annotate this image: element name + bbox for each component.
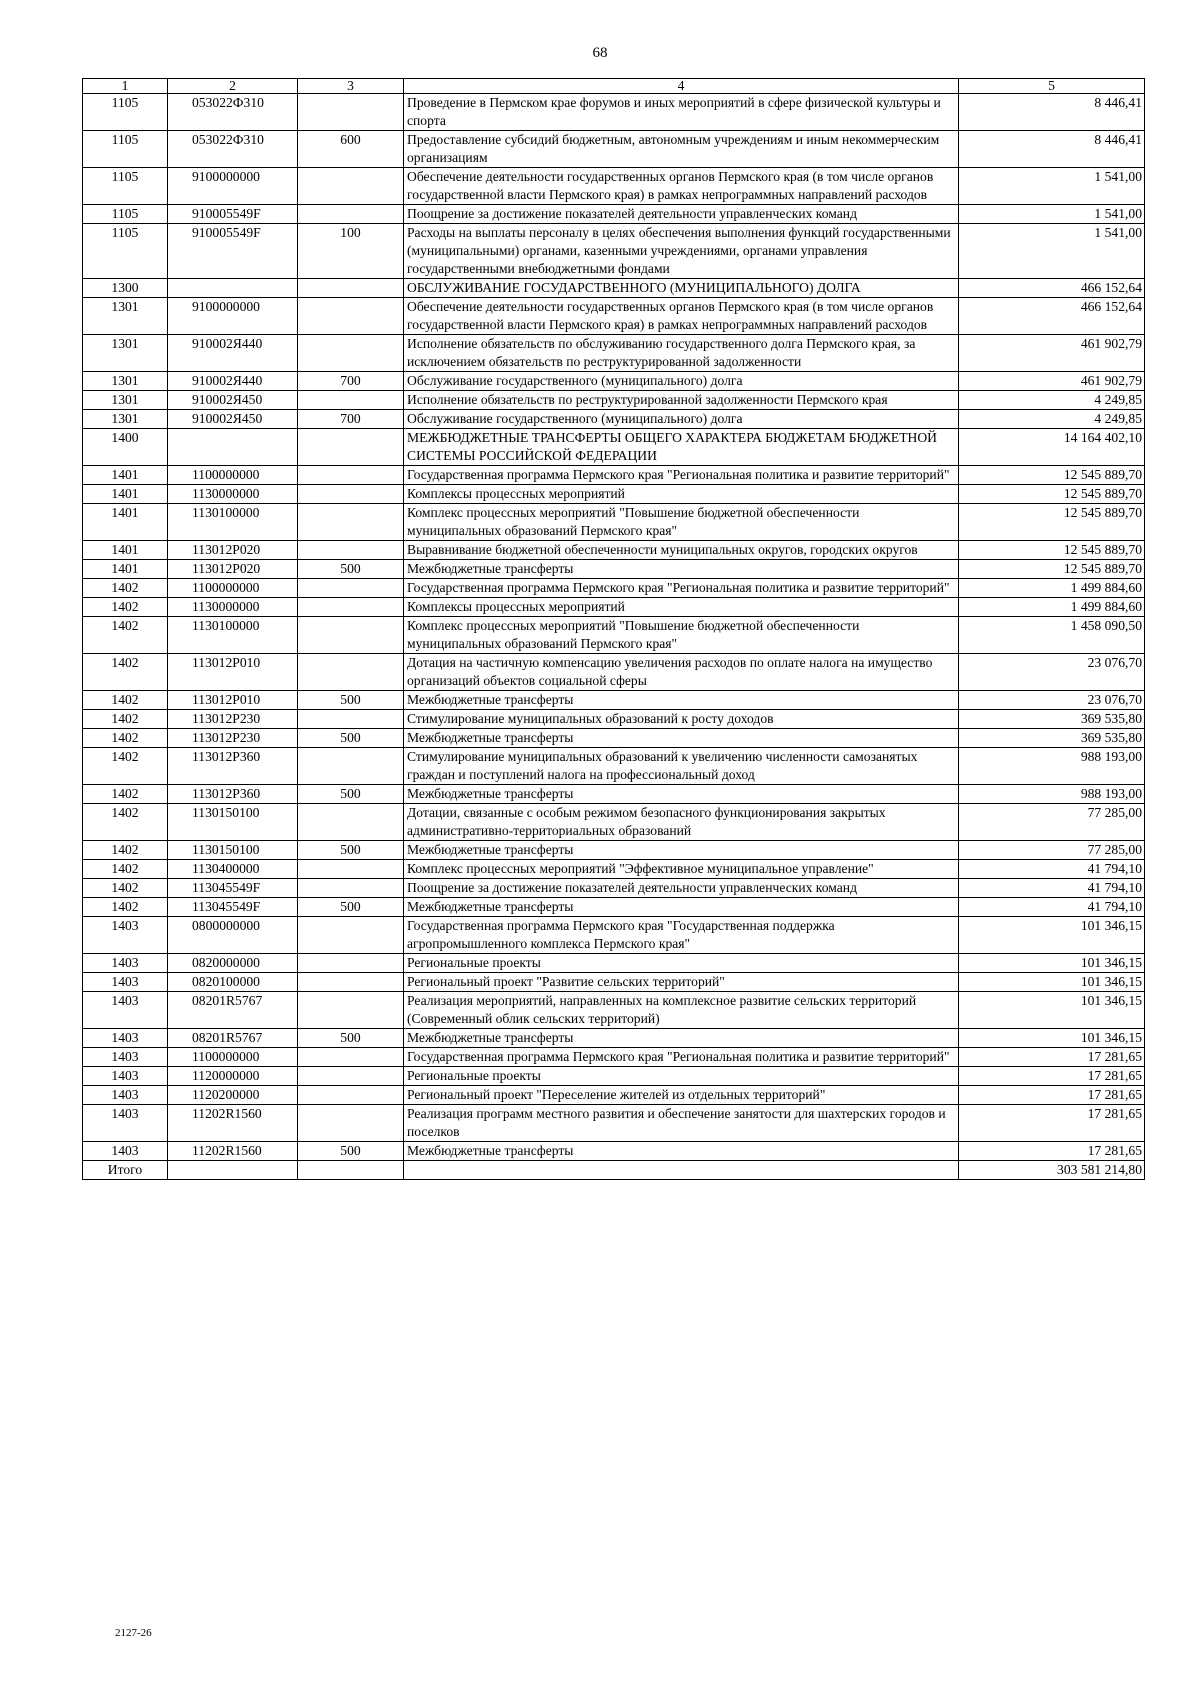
amount-cell: 23 076,70 — [959, 654, 1145, 691]
table-row — [83, 729, 1145, 748]
table-row — [83, 279, 1145, 298]
column-header: 4 — [404, 79, 959, 94]
expense-type-cell — [298, 1067, 404, 1086]
amount-cell: 461 902,79 — [959, 335, 1145, 372]
expense-type-cell — [298, 1105, 404, 1142]
amount-cell: 77 285,00 — [959, 841, 1145, 860]
table-row — [83, 1067, 1145, 1086]
table-row — [83, 1029, 1145, 1048]
table-row — [83, 224, 1145, 279]
table-row — [83, 654, 1145, 691]
target-article-cell: 910002Я440 — [168, 335, 298, 372]
target-article-cell: 113012Р230 — [168, 729, 298, 748]
table-row — [83, 372, 1145, 391]
table-row — [83, 992, 1145, 1029]
amount-cell: 41 794,10 — [959, 879, 1145, 898]
amount-cell: 12 545 889,70 — [959, 541, 1145, 560]
table-row — [83, 785, 1145, 804]
description-cell: Стимулирование муниципальных образований к увеличению численности самозанятых граждан и поступлений налога на профессиональный доход — [404, 748, 959, 785]
expense-type-cell — [298, 429, 404, 466]
expense-type-cell — [298, 579, 404, 598]
column-header: 5 — [959, 79, 1145, 94]
section-code-cell: 1300 — [83, 279, 168, 298]
table-row — [83, 1142, 1145, 1161]
target-article-cell: 910002Я440 — [168, 372, 298, 391]
section-code-cell: 1403 — [83, 973, 168, 992]
expense-type-cell — [298, 954, 404, 973]
expense-type-cell — [298, 804, 404, 841]
description-cell: Проведение в Пермском крае форумов и иных мероприятий в сфере физической культуры и спорта — [404, 94, 959, 131]
section-code-cell: 1105 — [83, 168, 168, 205]
section-code-cell: 1402 — [83, 804, 168, 841]
table-row — [83, 860, 1145, 879]
target-article-cell: 053022Ф310 — [168, 131, 298, 168]
target-article-cell: 113045549F — [168, 898, 298, 917]
amount-cell: 12 545 889,70 — [959, 560, 1145, 579]
description-cell: Региональные проекты — [404, 1067, 959, 1086]
amount-cell: 1 541,00 — [959, 224, 1145, 279]
target-article-cell: 0800000000 — [168, 917, 298, 954]
section-code-cell: 1105 — [83, 94, 168, 131]
section-code-cell: 1403 — [83, 917, 168, 954]
amount-cell: 466 152,64 — [959, 279, 1145, 298]
amount-cell: 988 193,00 — [959, 748, 1145, 785]
table-row — [83, 879, 1145, 898]
section-code-cell: 1301 — [83, 335, 168, 372]
description-cell: Поощрение за достижение показателей деятельности управленческих команд — [404, 879, 959, 898]
description-cell: Региональный проект "Переселение жителей из отдельных территорий" — [404, 1086, 959, 1105]
description-cell: ОБСЛУЖИВАНИЕ ГОСУДАРСТВЕННОГО (МУНИЦИПАЛЬНОГО) ДОЛГА — [404, 279, 959, 298]
section-code-cell: 1402 — [83, 691, 168, 710]
target-article-cell: 1100000000 — [168, 466, 298, 485]
expense-type-cell: 600 — [298, 131, 404, 168]
description-cell: Выравнивание бюджетной обеспеченности муниципальных округов, городских округов — [404, 541, 959, 560]
section-code-cell: 1403 — [83, 992, 168, 1029]
amount-cell: 369 535,80 — [959, 729, 1145, 748]
target-article-cell: 113012Р010 — [168, 691, 298, 710]
expense-type-cell — [298, 1048, 404, 1067]
section-code-cell: 1402 — [83, 617, 168, 654]
table-row — [83, 710, 1145, 729]
amount-cell: 303 581 214,80 — [959, 1161, 1145, 1180]
table-row — [83, 391, 1145, 410]
target-article-cell: 9100000000 — [168, 298, 298, 335]
amount-cell: 17 281,65 — [959, 1142, 1145, 1161]
section-code-cell: 1105 — [83, 131, 168, 168]
section-code-cell: 1105 — [83, 205, 168, 224]
table-row — [83, 466, 1145, 485]
target-article-cell: 1130000000 — [168, 485, 298, 504]
table-row — [83, 691, 1145, 710]
expense-type-cell — [298, 598, 404, 617]
expense-type-cell: 500 — [298, 1142, 404, 1161]
table-row — [83, 298, 1145, 335]
section-code-cell: 1400 — [83, 429, 168, 466]
amount-cell: 988 193,00 — [959, 785, 1145, 804]
section-code-cell: 1403 — [83, 954, 168, 973]
table-row — [83, 410, 1145, 429]
expense-type-cell — [298, 298, 404, 335]
target-article-cell: 113012Р230 — [168, 710, 298, 729]
expense-type-cell — [298, 279, 404, 298]
section-code-cell: 1403 — [83, 1029, 168, 1048]
amount-cell: 1 458 090,50 — [959, 617, 1145, 654]
expense-type-cell: 500 — [298, 785, 404, 804]
expense-type-cell — [298, 541, 404, 560]
expense-type-cell — [298, 335, 404, 372]
target-article-cell: 1130150100 — [168, 841, 298, 860]
expense-type-cell — [298, 485, 404, 504]
expense-type-cell — [298, 1161, 404, 1180]
table-row — [83, 1048, 1145, 1067]
table-row — [83, 1161, 1145, 1180]
expense-type-cell: 500 — [298, 1029, 404, 1048]
footer-code: 2127-26 — [115, 1627, 152, 1639]
description-cell: Региональный проект "Развитие сельских территорий" — [404, 973, 959, 992]
amount-cell: 41 794,10 — [959, 860, 1145, 879]
description-cell: Обеспечение деятельности государственных органов Пермского края (в том числе органов государственной власти Пермского края) в рамках непрограммных направлений расходов — [404, 298, 959, 335]
description-cell: Дотация на частичную компенсацию увеличения расходов по оплате налога на имущество организаций объектов социальной сферы — [404, 654, 959, 691]
column-header: 1 — [83, 79, 168, 94]
description-cell: Исполнение обязательств по обслуживанию государственного долга Пермского края, за исключением обязательств по реструктурированной задолженности — [404, 335, 959, 372]
table-row — [83, 131, 1145, 168]
column-header: 2 — [168, 79, 298, 94]
description-cell — [404, 1161, 959, 1180]
expense-type-cell — [298, 879, 404, 898]
amount-cell: 17 281,65 — [959, 1048, 1145, 1067]
section-code-cell: Итого — [83, 1161, 168, 1180]
target-article-cell: 113012Р360 — [168, 748, 298, 785]
description-cell: Межбюджетные трансферты — [404, 691, 959, 710]
amount-cell: 12 545 889,70 — [959, 466, 1145, 485]
amount-cell: 4 249,85 — [959, 391, 1145, 410]
amount-cell: 12 545 889,70 — [959, 504, 1145, 541]
section-code-cell: 1402 — [83, 579, 168, 598]
table-row — [83, 560, 1145, 579]
description-cell: Комплексы процессных мероприятий — [404, 598, 959, 617]
section-code-cell: 1402 — [83, 710, 168, 729]
section-code-cell: 1401 — [83, 485, 168, 504]
description-cell: Обеспечение деятельности государственных органов Пермского края (в том числе органов государственной власти Пермского края) в рамках непрограммных направлений расходов — [404, 168, 959, 205]
table-row — [83, 841, 1145, 860]
target-article-cell: 1130100000 — [168, 504, 298, 541]
section-code-cell: 1105 — [83, 224, 168, 279]
expense-type-cell: 500 — [298, 729, 404, 748]
section-code-cell: 1402 — [83, 748, 168, 785]
target-article-cell: 11202R1560 — [168, 1105, 298, 1142]
target-article-cell: 1100000000 — [168, 1048, 298, 1067]
page-number: 68 — [592, 45, 608, 61]
description-cell: Расходы на выплаты персоналу в целях обеспечения выполнения функций государственными (муниципальными) органами, казенными учреждениями, органами управления государственными внебюджетными фондами — [404, 224, 959, 279]
target-article-cell: 910002Я450 — [168, 410, 298, 429]
section-code-cell: 1403 — [83, 1105, 168, 1142]
description-cell: Реализация мероприятий, направленных на комплексное развитие сельских территорий (Современный облик сельских территорий) — [404, 992, 959, 1029]
expense-type-cell — [298, 168, 404, 205]
description-cell: Комплексы процессных мероприятий — [404, 485, 959, 504]
table-row — [83, 617, 1145, 654]
description-cell: Межбюджетные трансферты — [404, 560, 959, 579]
target-article-cell: 1130100000 — [168, 617, 298, 654]
section-code-cell: 1402 — [83, 729, 168, 748]
table-row — [83, 1086, 1145, 1105]
amount-cell: 23 076,70 — [959, 691, 1145, 710]
description-cell: Дотации, связанные с особым режимом безопасного функционирования закрытых административно-территориальных образований — [404, 804, 959, 841]
expense-type-cell — [298, 748, 404, 785]
expense-type-cell: 500 — [298, 560, 404, 579]
expense-type-cell: 500 — [298, 898, 404, 917]
target-article-cell: 0820100000 — [168, 973, 298, 992]
table-row — [83, 598, 1145, 617]
section-code-cell: 1401 — [83, 541, 168, 560]
target-article-cell: 113012Р020 — [168, 541, 298, 560]
target-article-cell: 910005549F — [168, 205, 298, 224]
amount-cell: 4 249,85 — [959, 410, 1145, 429]
target-article-cell: 1130150100 — [168, 804, 298, 841]
amount-cell: 8 446,41 — [959, 94, 1145, 131]
expense-type-cell — [298, 466, 404, 485]
section-code-cell: 1401 — [83, 504, 168, 541]
description-cell: Межбюджетные трансферты — [404, 898, 959, 917]
table-row — [83, 94, 1145, 131]
budget-table-container — [82, 78, 1144, 1180]
description-cell: Межбюджетные трансферты — [404, 1029, 959, 1048]
target-article-cell: 113012Р010 — [168, 654, 298, 691]
amount-cell: 1 499 884,60 — [959, 598, 1145, 617]
target-article-cell: 910002Я450 — [168, 391, 298, 410]
table-row — [83, 1105, 1145, 1142]
table-row — [83, 748, 1145, 785]
description-cell: Предоставление субсидий бюджетным, автономным учреждениям и иным некоммерческим организациям — [404, 131, 959, 168]
description-cell: Реализация программ местного развития и обеспечение занятости для шахтерских городов и поселков — [404, 1105, 959, 1142]
target-article-cell: 1100000000 — [168, 579, 298, 598]
target-article-cell: 0820000000 — [168, 954, 298, 973]
expense-type-cell: 100 — [298, 224, 404, 279]
description-cell: Межбюджетные трансферты — [404, 729, 959, 748]
target-article-cell — [168, 1161, 298, 1180]
amount-cell: 101 346,15 — [959, 992, 1145, 1029]
description-cell: Поощрение за достижение показателей деятельности управленческих команд — [404, 205, 959, 224]
section-code-cell: 1401 — [83, 560, 168, 579]
section-code-cell: 1301 — [83, 410, 168, 429]
target-article-cell: 1130000000 — [168, 598, 298, 617]
amount-cell: 17 281,65 — [959, 1067, 1145, 1086]
column-header: 3 — [298, 79, 404, 94]
section-code-cell: 1402 — [83, 879, 168, 898]
table-row — [83, 898, 1145, 917]
description-cell: Обслуживание государственного (муниципального) долга — [404, 372, 959, 391]
table-row — [83, 429, 1145, 466]
target-article-cell: 1130400000 — [168, 860, 298, 879]
amount-cell: 1 541,00 — [959, 168, 1145, 205]
amount-cell: 1 541,00 — [959, 205, 1145, 224]
section-code-cell: 1301 — [83, 298, 168, 335]
section-code-cell: 1402 — [83, 841, 168, 860]
target-article-cell: 113012Р020 — [168, 560, 298, 579]
expense-type-cell — [298, 992, 404, 1029]
table-row — [83, 917, 1145, 954]
table-row — [83, 504, 1145, 541]
description-cell: МЕЖБЮДЖЕТНЫЕ ТРАНСФЕРТЫ ОБЩЕГО ХАРАКТЕРА БЮДЖЕТАМ БЮДЖЕТНОЙ СИСТЕМЫ РОССИЙСКОЙ ФЕДЕРАЦИИ — [404, 429, 959, 466]
description-cell: Комплекс процессных мероприятий "Повышение бюджетной обеспеченности муниципальных образований Пермского края" — [404, 504, 959, 541]
expense-type-cell — [298, 917, 404, 954]
section-code-cell: 1402 — [83, 860, 168, 879]
expense-type-cell — [298, 205, 404, 224]
section-code-cell: 1402 — [83, 654, 168, 691]
expense-type-cell — [298, 504, 404, 541]
table-row — [83, 485, 1145, 504]
section-code-cell: 1301 — [83, 372, 168, 391]
amount-cell: 101 346,15 — [959, 1029, 1145, 1048]
target-article-cell: 910005549F — [168, 224, 298, 279]
description-cell: Обслуживание государственного (муниципального) долга — [404, 410, 959, 429]
target-article-cell: 113045549F — [168, 879, 298, 898]
amount-cell: 1 499 884,60 — [959, 579, 1145, 598]
expense-type-cell — [298, 1086, 404, 1105]
target-article-cell: 053022Ф310 — [168, 94, 298, 131]
expense-type-cell — [298, 860, 404, 879]
target-article-cell: 08201R5767 — [168, 1029, 298, 1048]
amount-cell: 14 164 402,10 — [959, 429, 1145, 466]
description-cell: Исполнение обязательств по реструктурированной задолженности Пермского края — [404, 391, 959, 410]
target-article-cell: 08201R5767 — [168, 992, 298, 1029]
target-article-cell — [168, 279, 298, 298]
section-code-cell: 1403 — [83, 1067, 168, 1086]
description-cell: Межбюджетные трансферты — [404, 841, 959, 860]
table-row — [83, 168, 1145, 205]
section-code-cell: 1403 — [83, 1142, 168, 1161]
description-cell: Межбюджетные трансферты — [404, 1142, 959, 1161]
description-cell: Государственная программа Пермского края "Региональная политика и развитие территорий" — [404, 579, 959, 598]
amount-cell: 77 285,00 — [959, 804, 1145, 841]
expense-type-cell: 700 — [298, 372, 404, 391]
section-code-cell: 1402 — [83, 898, 168, 917]
amount-cell: 12 545 889,70 — [959, 485, 1145, 504]
amount-cell: 101 346,15 — [959, 917, 1145, 954]
table-row — [83, 804, 1145, 841]
budget-table — [82, 78, 1145, 1180]
amount-cell: 17 281,65 — [959, 1086, 1145, 1105]
expense-type-cell — [298, 391, 404, 410]
description-cell: Государственная программа Пермского края "Региональная политика и развитие территорий" — [404, 466, 959, 485]
description-cell: Региональные проекты — [404, 954, 959, 973]
description-cell: Государственная программа Пермского края "Государственная поддержка агропромышленного комплекса Пермского края" — [404, 917, 959, 954]
table-body — [83, 94, 1145, 1180]
amount-cell: 8 446,41 — [959, 131, 1145, 168]
description-cell: Комплекс процессных мероприятий "Эффективное муниципальное управление" — [404, 860, 959, 879]
section-code-cell: 1403 — [83, 1048, 168, 1067]
target-article-cell: 11202R1560 — [168, 1142, 298, 1161]
table-row — [83, 579, 1145, 598]
target-article-cell — [168, 429, 298, 466]
table-row — [83, 954, 1145, 973]
expense-type-cell: 500 — [298, 841, 404, 860]
target-article-cell: 1120000000 — [168, 1067, 298, 1086]
table-row — [83, 335, 1145, 372]
amount-cell: 17 281,65 — [959, 1105, 1145, 1142]
amount-cell: 41 794,10 — [959, 898, 1145, 917]
section-code-cell: 1402 — [83, 598, 168, 617]
table-row — [83, 973, 1145, 992]
expense-type-cell: 700 — [298, 410, 404, 429]
table-header-row — [83, 79, 1145, 94]
amount-cell: 466 152,64 — [959, 298, 1145, 335]
expense-type-cell — [298, 617, 404, 654]
expense-type-cell — [298, 94, 404, 131]
section-code-cell: 1401 — [83, 466, 168, 485]
expense-type-cell — [298, 710, 404, 729]
description-cell: Стимулирование муниципальных образований к росту доходов — [404, 710, 959, 729]
expense-type-cell: 500 — [298, 691, 404, 710]
table-row — [83, 541, 1145, 560]
expense-type-cell — [298, 973, 404, 992]
target-article-cell: 9100000000 — [168, 168, 298, 205]
description-cell: Комплекс процессных мероприятий "Повышение бюджетной обеспеченности муниципальных образований Пермского края" — [404, 617, 959, 654]
amount-cell: 101 346,15 — [959, 973, 1145, 992]
target-article-cell: 113012Р360 — [168, 785, 298, 804]
target-article-cell: 1120200000 — [168, 1086, 298, 1105]
amount-cell: 461 902,79 — [959, 372, 1145, 391]
section-code-cell: 1402 — [83, 785, 168, 804]
section-code-cell: 1403 — [83, 1086, 168, 1105]
description-cell: Межбюджетные трансферты — [404, 785, 959, 804]
expense-type-cell — [298, 654, 404, 691]
section-code-cell: 1301 — [83, 391, 168, 410]
table-row — [83, 205, 1145, 224]
amount-cell: 101 346,15 — [959, 954, 1145, 973]
description-cell: Государственная программа Пермского края "Региональная политика и развитие территорий" — [404, 1048, 959, 1067]
amount-cell: 369 535,80 — [959, 710, 1145, 729]
